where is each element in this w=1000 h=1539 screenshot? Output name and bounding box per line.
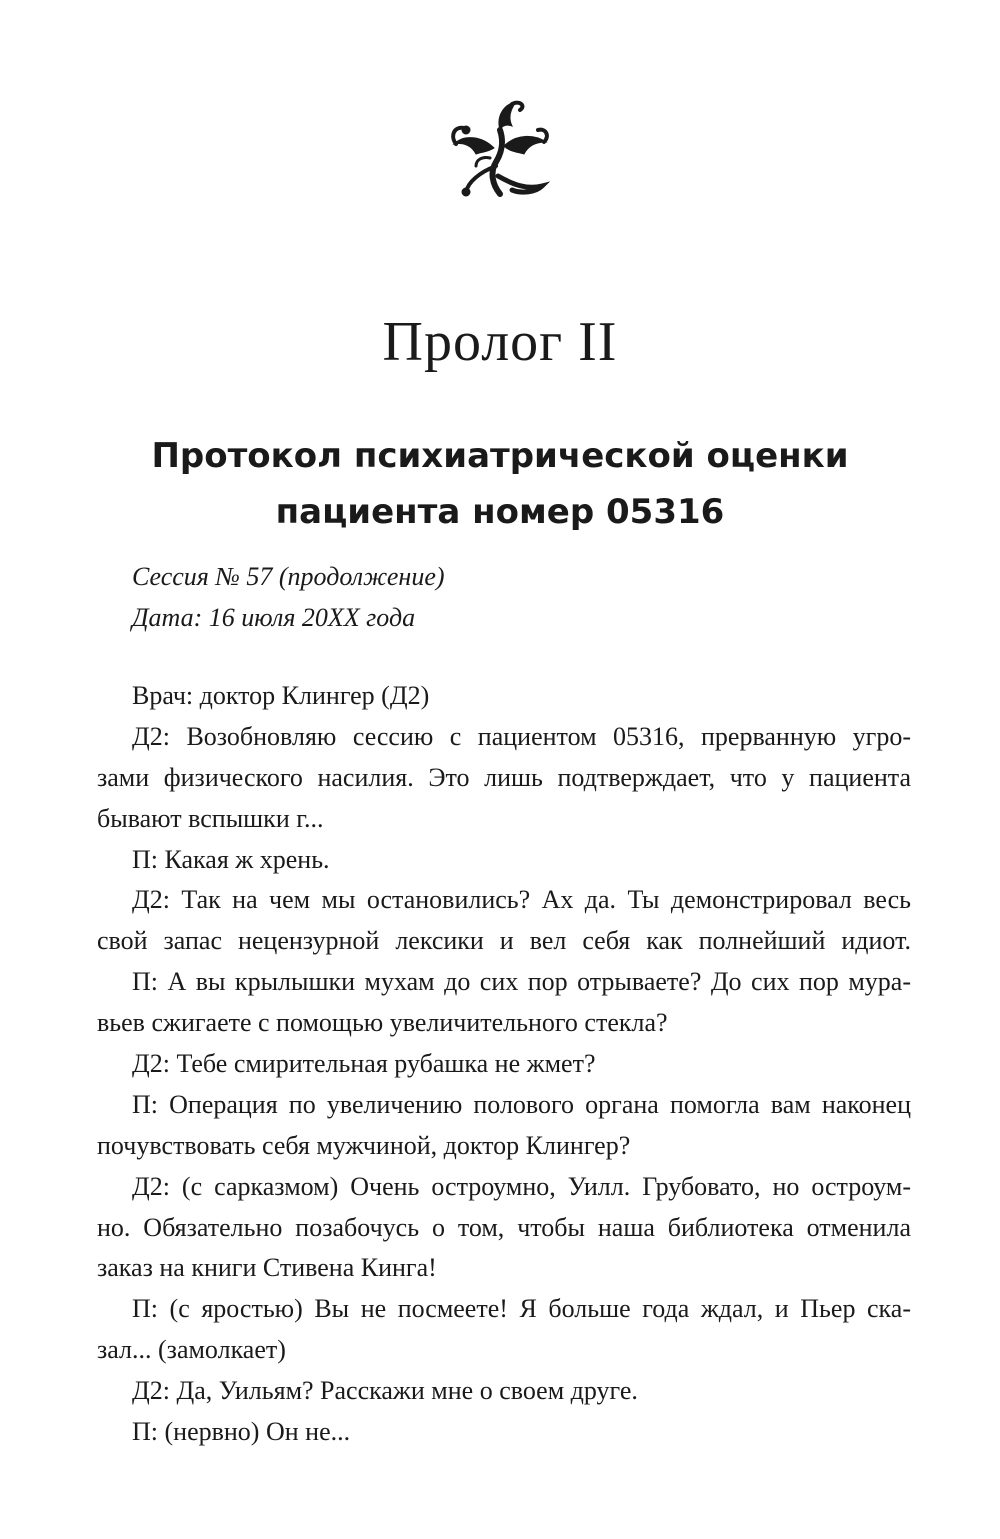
- session-meta: [132, 556, 445, 638]
- transcript-line: почувствовать себя мужчиной, доктор Клингер?: [97, 1130, 631, 1160]
- transcript-line: Врач: доктор Клингер (Д2): [132, 681, 430, 710]
- document-title-line: пациента номер 05316: [275, 492, 725, 532]
- transcript-line: но. Обязательно позабочусь о том, чтобы наша библиотека отменила: [97, 1212, 911, 1242]
- transcript-line: П: А вы крылышки мухам до сих пор отрываете? До сих пор мура-: [132, 967, 911, 997]
- session-number: Сессия № 57 (продолжение): [132, 562, 445, 591]
- transcript-line: П: Какая ж хрень.: [132, 844, 330, 874]
- session-date: Дата: 16 июля 20XX года: [132, 603, 416, 632]
- transcript-line: свой запас нецензурной лексики и вел себя как полнейший идиот.: [97, 926, 911, 956]
- document-title: [0, 428, 1000, 540]
- transcript-line: бывают вспышки г...: [97, 803, 324, 833]
- document-title-line: Протокол психиатрической оценки: [151, 436, 849, 476]
- transcript-line: Д2: Тебе смирительная рубашка не жмет?: [132, 1049, 596, 1079]
- chapter-title: Пролог II: [382, 311, 618, 373]
- transcript-body: [97, 676, 911, 1453]
- transcript-line: П: (нервно) Он не...: [132, 1417, 351, 1447]
- transcript-line: П: Операция по увеличению полового органа помогла вам наконец: [132, 1089, 911, 1119]
- transcript-line: вьев сжигаете с помощью увеличительного стекла?: [97, 1008, 668, 1038]
- transcript-line: Д2: (с сарказмом) Очень остроумно, Уилл. Грубовато, но остроум-: [132, 1171, 911, 1201]
- transcript-line: заказ на книги Стивена Кинга!: [97, 1253, 437, 1283]
- transcript-line: П: (с яростью) Вы не посмеете! Я больше года ждал, и Пьер ска-: [132, 1294, 911, 1324]
- transcript-line: зами физического насилия. Это лишь подтверждает, что у пациента: [97, 762, 911, 792]
- transcript-line: Д2: Возобновляю сессию с пациентом 05316, прерванную угро-: [132, 721, 911, 751]
- floral-ornament-icon: [446, 96, 554, 198]
- transcript-line: Д2: Так на чем мы остановились? Ах да. Ты демонстрировал весь: [132, 885, 911, 915]
- transcript-line: зал... (замолкает): [97, 1335, 286, 1365]
- transcript-line: Д2: Да, Уильям? Расскажи мне о своем друге.: [132, 1376, 638, 1406]
